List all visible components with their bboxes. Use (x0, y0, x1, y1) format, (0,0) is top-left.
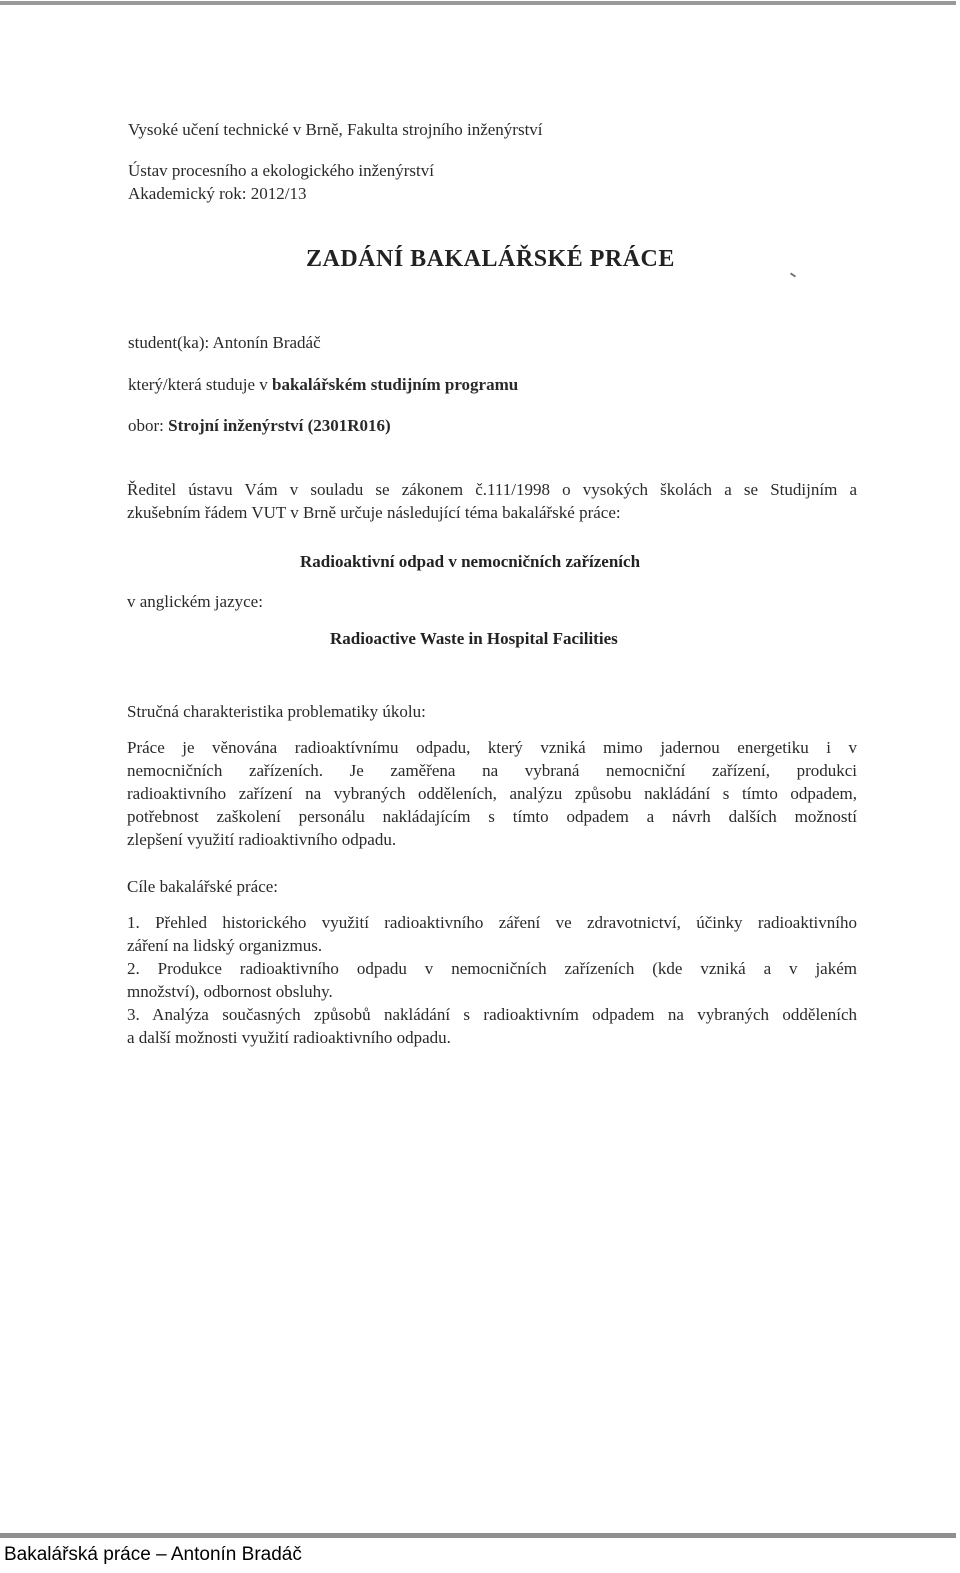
academic-year: Akademický rok: 2012/13 (128, 184, 307, 203)
characteristics-line: Práce je věnována radioaktívnímu odpadu, který vzniká mimo jadernou energetiku i v (127, 738, 857, 757)
program-name: bakalářském studijním programu (272, 375, 519, 394)
institute-name: Ústav procesního a ekologického inženýrství (128, 161, 434, 180)
page-footer: Bakalářská práce – Antonín Bradáč (4, 1544, 302, 1565)
characteristics-line: nemocničních zařízeních. Je zaměřena na vybraná nemocniční zařízení, produkci (127, 761, 857, 780)
topic-czech: Radioaktivní odpad v nemocničních zařízeních (300, 552, 641, 571)
characteristics-line: radioaktivního zařízení na vybraných odděleních, analýzu způsobu nakládání s tímto odpadem, (127, 784, 857, 803)
goals-list (127, 911, 857, 1049)
top-rule (0, 1, 956, 5)
faculty-name: Fakulta strojního inženýrství (347, 120, 543, 139)
intro-line: zkušebním řádem VUT v Brně určuje následující téma bakalářské práce: (127, 503, 621, 522)
goal-line: a další možnosti využití radioaktivního odpadu. (127, 1028, 451, 1047)
university-line (128, 119, 543, 141)
goal-line: množství), odbornost obsluhy. (127, 982, 333, 1001)
university-name: Vysoké učení technické v Brně, (128, 120, 348, 139)
goal-line: záření na lidský organizmus. (127, 936, 323, 955)
english-label: v anglickém jazyce: (127, 592, 263, 611)
scanned-document (0, 8, 960, 1528)
program-prefix: který/která studuje v (128, 375, 272, 394)
document-title: ZADÁNÍ BAKALÁŘSKÉ PRÁCE (306, 246, 675, 272)
goal-line: 2. Produkce radioaktivního odpadu v nemocničních zařízeních (kde vzniká a v jakém (127, 959, 857, 978)
scan-mark (790, 272, 796, 277)
field-name: Strojní inženýrství (2301R016) (168, 416, 391, 435)
characteristics-paragraph (127, 736, 857, 851)
field-line (128, 415, 391, 437)
goals-heading: Cíle bakalářské práce: (127, 877, 279, 896)
field-prefix: obor: (128, 416, 169, 435)
characteristics-heading: Stručná charakteristika problematiky úkolu: (127, 702, 426, 721)
bottom-rule (0, 1533, 956, 1538)
characteristics-line: potřebnost zaškolení personálu nakládajícím s tímto odpadem a návrh dalších možností (127, 807, 857, 826)
characteristics-line: zlepšení využití radioaktivního odpadu. (127, 830, 397, 849)
goal-line: 1. Přehled historického využití radioaktivního záření ve zdravotnictví, účinky radioaktivního (127, 913, 857, 932)
intro-line: Ředitel ústavu Vám v souladu se zákonem č.111/1998 o vysokých školách a se Studijním a (127, 480, 857, 499)
topic-english: Radioactive Waste in Hospital Facilities (330, 629, 618, 648)
goal-line: 3. Analýza současných způsobů nakládání s radioaktivním odpadem na vybraných odděleních (127, 1005, 857, 1024)
program-line (128, 374, 518, 396)
student-line: student(ka): Antonín Bradáč (128, 333, 321, 352)
intro-paragraph (127, 478, 857, 524)
